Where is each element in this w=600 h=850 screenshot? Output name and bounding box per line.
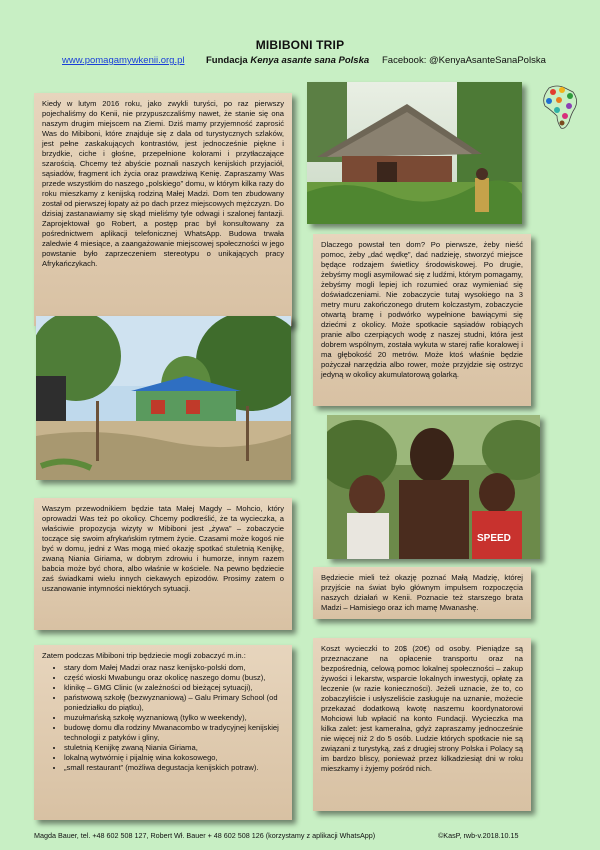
- itinerary-item: • państwową szkołę (bezwyznaniową) – Galu Primary School (od poniedziałku do piątku),: [64, 693, 284, 713]
- intro-text-box: [34, 93, 292, 326]
- itinerary-list: [42, 663, 284, 773]
- itinerary-item: • klinikę – GMG Clinic (w zależności od bieżącej sytuacji),: [64, 683, 284, 693]
- website-link[interactable]: www.pomagamywkenii.org.pl: [62, 55, 185, 66]
- itinerary-item: • stary dom Małej Madzi oraz nasz kenijsko-polski dom,: [64, 663, 284, 673]
- itinerary-item: • stuletnią Kenijkę zwaną Niania Giriama,: [64, 743, 284, 753]
- africa-handprint-logo-icon: [535, 82, 585, 134]
- intro-text: Kiedy w lutym 2016 roku, jako zwykli turyści, po raz pierwszy pojechaliśmy do Kenii, nie przypuszczaliśmy nawet, że stanie się ona naszym drugim miejscem na Ziemi. Dziś mamy przyjemność zaprosić Was do Mibiboni, które znajduje się z dala od turystycznych szlaków, jest pełne zaskakujących kontrastów, jest jednocześnie piękne i brzydkie, ciche i głośne, przepełnione kolorami i przytłaczające szarością. Chcemy też abyście poznali naszych kenijskich przyjaciół, sąsiadów, fragment ich życia oraz prawdziwą Kenię. Zapraszamy Was przede wszystkim do naszego „polskiego” domu, w którym kilka razy do roku mieszkamy z kenijską rodziną Małej Madzi. Dom ten zbudowany został od pierwszej łopaty aż po dach przez miejscowych mężczyzn. Do dzisiaj zastanawiamy się skąd mieliśmy tyle odwagi i szalonej fantazji. Zaprojektował go Robert, a postęp prac był konsultowany za pośrednictwem aplikacji telefonicznej WhatsApp. Budowa trwała zaledwie 4 miesiące, a zaangażowanie miejscowej społeczności w jego powstanie było zaprzeczeniem stereotypu o unikających pracy Afrykańczykach.: [42, 99, 284, 268]
- madzia-box: [313, 567, 531, 619]
- cost-box: [313, 638, 531, 811]
- photo-blue-roof-house: [36, 316, 291, 480]
- facebook-handle: Facebook: @KenyaAsanteSanaPolska: [382, 55, 546, 66]
- foundation-name: [206, 55, 369, 66]
- photo-man-with-children: [327, 415, 540, 559]
- photo-thatched-house: [307, 82, 522, 224]
- itinerary-item: • lokalną wytwórnię i pijalnię wina kokosowego,: [64, 753, 284, 763]
- page-title: MIBIBONI TRIP: [255, 38, 345, 52]
- madzia-text: Będziecie mieli też okazję poznać Małą Madzię, której przyjście na świat było głównym impulsem rozpoczęcia naszych działań w Kenii. Poznacie też starszego brata Madzi – Hamisiego oraz ich mamę Mwanashę.: [321, 573, 523, 612]
- foundation-prefix: Fundacja: [206, 55, 251, 66]
- cost-text: Koszt wycieczki to 20$ (20€) od osoby. Pieniądze są przeznaczane na opłacenie transportu oraz na bezpośrednią, celową pomoc lokalnej społeczności – zakup żywości i lekarstw, wsparcie lokalnych inwestycji, opłatę za leczenie (w razie konieczności). Jeżeli uznacie, że to, co zobaczyliście i usłyszeliście zasługuje na uznanie, możecie przekazać dodatkową kwotę naszemu koordynatorowi Mohciowi lub wpłacić na konto Fundacji. Wycieczka ma kilka zalet: jest kameralna, gdyż zapraszamy jednocześnie nie więcej niż 2 do 5 osób. Ludzie których spotkacie nie są związani z turystyką, zaś z drugiej strony Polska i Polacy są im bardzo bliscy, ponieważ przez kilkadziesiąt dni w roku mieszkamy i żyjemy pośród nich.: [321, 644, 523, 773]
- itinerary-intro: Zatem podczas Mibiboni trip będziecie mogli zobaczyć m.in.:: [42, 651, 246, 660]
- why-house-box: [313, 234, 531, 406]
- itinerary-item: • „small restaurant” (możliwa degustacja kenijskich potraw).: [64, 763, 284, 773]
- itinerary-item: • budowę domu dla rodziny Mwanacombo w tradycyjnej kenijskiej technologii z patyków i gliny,: [64, 723, 284, 743]
- itinerary-item: • muzułmańską szkołę wyznaniową (tylko w weekendy),: [64, 713, 284, 723]
- footer-credit: ©KasP, rwb-v.2018.10.15: [438, 831, 519, 840]
- svg-text:SPEED: SPEED: [477, 533, 511, 544]
- foundation-name-italic: Kenya asante sana Polska: [250, 55, 370, 66]
- itinerary-box: [34, 645, 292, 820]
- footer-contacts: Magda Bauer, tel. +48 602 508 127, Robert Wł. Bauer + 48 602 508 126 (korzystamy z aplikacji WhatsApp): [34, 831, 376, 840]
- why-house-text: Dlaczego powstał ten dom? Po pierwsze, żeby nieść pomoc, żeby „dać wędkę”, dać nadzieję, stworzyć miejsce będące rodzajem świetlicy środowiskowej. Po drugie, żebyśmy mogli asymilować się z ludźmi, którym pomagamy, żebyśmy mogli lepiej ich rozumieć oraz wymieniać się doświadczeniami. Nie zobaczycie tutaj wysokiego na 3 metry muru zakończonego drutem kolczastym, zobaczycie otwartą bramę i podwórko wypełnione bawiącymi się dziećmi z okolicy. Może spotkacie sąsiadów robiących pranie albo czerpiących wodę z naszej studni, która jest dobrem wspólnym, została wykuta w starej rafie koralowej i ma głębokość 20 metrów. Może ktoś właśnie będzie pożyczał narzędzia albo rower, może przyjdzie się ostrzyc jedyną w okolicy akumulatorową golarką.: [321, 240, 523, 379]
- guide-text: Waszym przewodnikiem będzie tata Małej Magdy – Mohcio, który oprowadzi Was też po okolicy. Chcemy podkreślić, że ta wycieczka, a właściwie propozycja wizyty w Mibiboni jest „żywa” – zobaczycie toczące się swoim afrykańskim rytmem życie. Czasami może kogoś nie być w domu, jedni z Was mogą mieć okazję spotkać stuletnią Kenijkę, zwaną Niania Giriama, w dobrym zdrowiu i humorze, innym razem babcia może być chora, albo właśnie w kościele. Na pewno będziecie zaś świadkami wielu innych ciekawych epizodów. Prosimy zatem o uszanowanie intymności niektórych sytuacji.: [42, 504, 284, 593]
- guide-box: [34, 498, 292, 630]
- itinerary-item: • część wioski Mwabungu oraz okolicę naszego domu (busz),: [64, 673, 284, 683]
